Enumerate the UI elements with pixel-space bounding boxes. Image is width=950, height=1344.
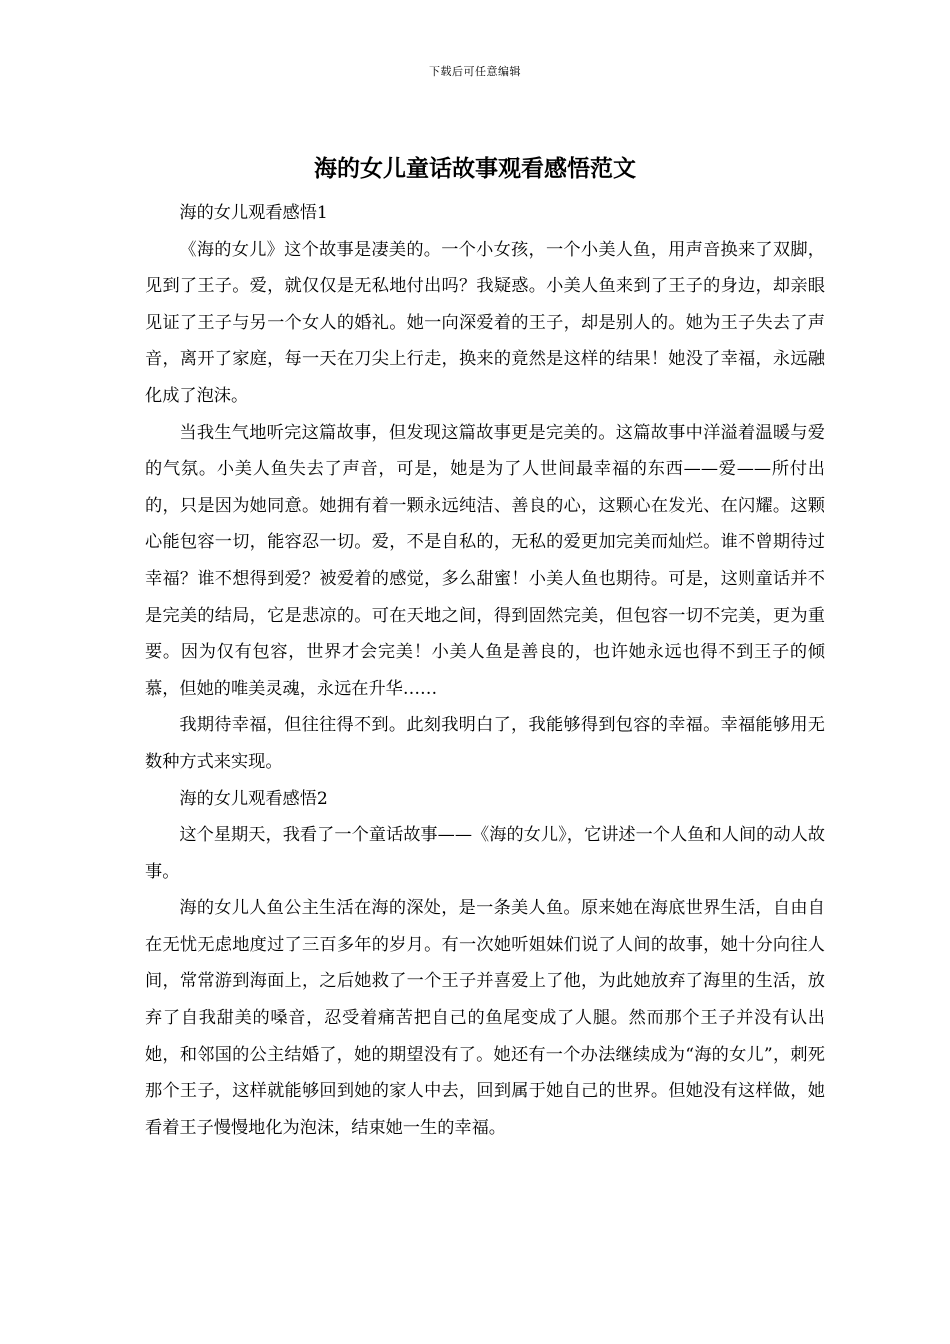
document-body <box>145 195 825 1146</box>
document-title: 海的女儿童话故事观看感悟范文 <box>314 155 636 182</box>
paragraph: 我期待幸福，但往往得不到。此刻我明白了，我能够得到包容的幸福。幸福能够用无数种方式来实现。 <box>145 715 825 772</box>
paragraph: 当我生气地听完这篇故事，但发现这篇故事更是完美的。这篇故事中洋溢着温暖与爱的气氛。小美人鱼失去了声音，可是，她是为了人世间最幸福的东西——爱——所付出的，只是因为她同意。她拥有着一颗永远纯洁、善良的心，这颗心在发光、在闪耀。这颗心能包容一切，能容忍一切。爱，不是自私的，无私的爱更加完美而灿烂。谁不曾期待过幸福？谁不想得到爱？被爱着的感觉，多么甜蜜！小美人鱼也期待。可是，这则童话并不是完美的结局，它是悲凉的。可在天地之间，得到固然完美，但包容一切不完美，更为重要。因为仅有包容，世界才会完美！小美人鱼是善良的，也许她永远也得不到王子的倾慕，但她的唯美灵魂，永远在升华…… <box>145 422 825 699</box>
header-note: 下载后可任意编辑 <box>429 65 521 78</box>
paragraph: 这个星期天，我看了一个童话故事——《海的女儿》，它讲述一个人鱼和人间的动人故事。 <box>145 825 825 882</box>
paragraph: 海的女儿人鱼公主生活在海的深处，是一条美人鱼。原来她在海底世界生活，自由自在无忧无虑地度过了三百多年的岁月。有一次她听姐妹们说了人间的故事，她十分向往人间，常常游到海面上，之后她救了一个王子并喜爱上了他，为此她放弃了海里的生活，放弃了自我甜美的嗓音，忍受着痛苦把自己的鱼尾变成了人腿。然而那个王子并没有认出她，和邻国的公主结婚了，她的期望没有了。她还有一个办法继续成为“海的女儿”，刺死那个王子，这样就能够回到她的家人中去，回到属于她自己的世界。但她没有这样做，她看着王子慢慢地化为泡沫，结束她一生的幸福。 <box>145 898 825 1138</box>
section-heading-2: 海的女儿观看感悟2 <box>179 788 328 809</box>
section-heading-1: 海的女儿观看感悟1 <box>179 203 328 223</box>
paragraph: 《海的女儿》这个故事是凄美的。一个小女孩，一个小美人鱼，用声音换来了双脚，见到了王子。爱，就仅仅是无私地付出吗？我疑惑。小美人鱼来到了王子的身边，却亲眼见证了王子与另一个女人的婚礼。她一向深爱着的王子，却是别人的。她为王子失去了声音，离开了家庭，每一天在刀尖上行走，换来的竟然是这样的结果！她没了幸福，永远融化成了泡沫。 <box>145 239 825 406</box>
